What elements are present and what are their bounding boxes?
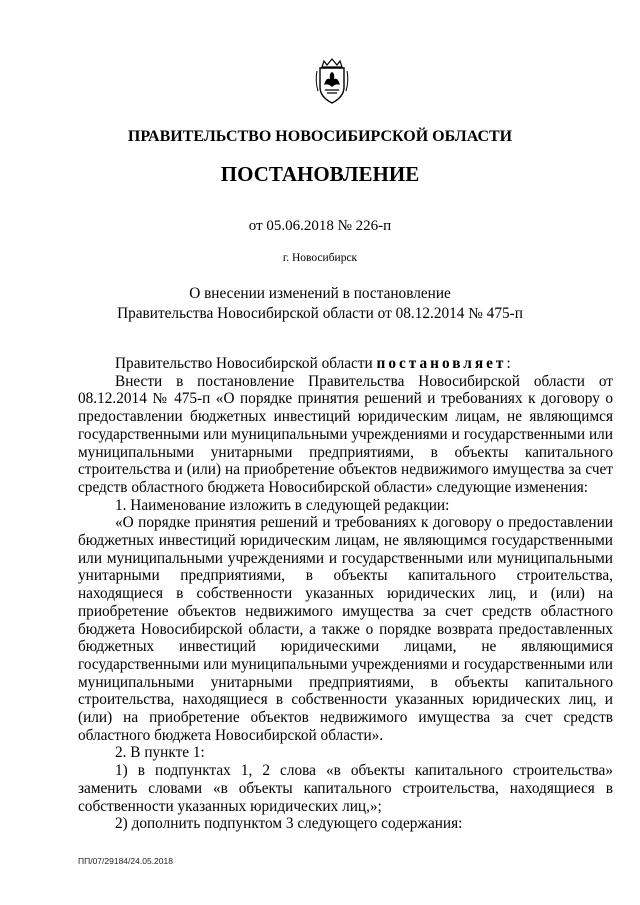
organization-title: ПРАВИТЕЛЬСТВО НОВОСИБИРСКОЙ ОБЛАСТИ — [127, 128, 513, 145]
document-code: ПП/07/29184/24.05.2018 — [78, 856, 173, 866]
resolves-suffix: : — [506, 355, 511, 372]
document-body — [78, 355, 613, 833]
city-line: г. Новосибирск — [282, 252, 358, 264]
paragraph-subitem-2: 2) дополнить подпунктом 3 следующего содержания: — [115, 815, 463, 833]
paragraph-resolves — [78, 355, 613, 373]
paragraph-subitem-1: 1) в подпунктах 1, 2 слова «в объекты капитального строительства» заменить словами «в объекты капитального строительства, находящиеся в собственности указанных юридических лиц,»; — [78, 762, 613, 815]
resolves-word: постановляет — [376, 355, 507, 372]
paragraph-new-title: «О порядке принятия решений и требованиях к договору о предоставлении бюджетных инвестиций юридическим лицам, не являющимся государственными или муниципальными учреждениями и государственными или муниципальными унитарными предприятиями, в объекты капитального строительства, находящиеся в собственности указанных юридических лиц, и (или) на приобретение объектов недвижимого имущества за счет средств областного бюджета Новосибирской области, а также о порядке возврата предоставленных бюджетных инвестиций юридическими лицами, не являющимися государственными или муниципальными учреждениями и государственными или муниципальными унитарными предприятиями, в объекты капитального строительства, находящиеся в собственности указанных юридических лиц, и (или) на приобретение объектов недвижимого имущества за счет средств областного бюджета Новосибирской области». — [78, 514, 613, 744]
paragraph-amend-intro: Внести в постановление Правительства Новосибирской области от 08.12.2014 № 475-п «О порядке принятия решений и требованиях к договору о предоставлении бюджетных инвестиций юридическим лицам, не являющимся государственными или муниципальными учреждениями и государственными или муниципальными унитарными предприятиями, в объекты капитального строительства и (или) на приобретение объектов недвижимого имущества за счет средств областного бюджета Новосибирской области» следующие изменения: — [78, 372, 613, 496]
paragraph-item-1: 1. Наименование изложить в следующей редакции: — [115, 496, 450, 514]
paragraph-item-2: 2. В пункте 1: — [115, 744, 205, 762]
coat-of-arms-icon — [314, 57, 350, 105]
document-subject — [0, 284, 640, 324]
document-type: ПОСТАНОВЛЕНИЕ — [220, 162, 420, 186]
subject-line-2: Правительства Новосибирской области от 08.12.2014 № 475-п — [117, 305, 523, 322]
date-number-line: от 05.06.2018 № 226-п — [248, 218, 392, 234]
resolves-prefix: Правительство Новосибирской области — [115, 355, 377, 372]
subject-line-1: О внесении изменений в постановление — [189, 285, 451, 302]
